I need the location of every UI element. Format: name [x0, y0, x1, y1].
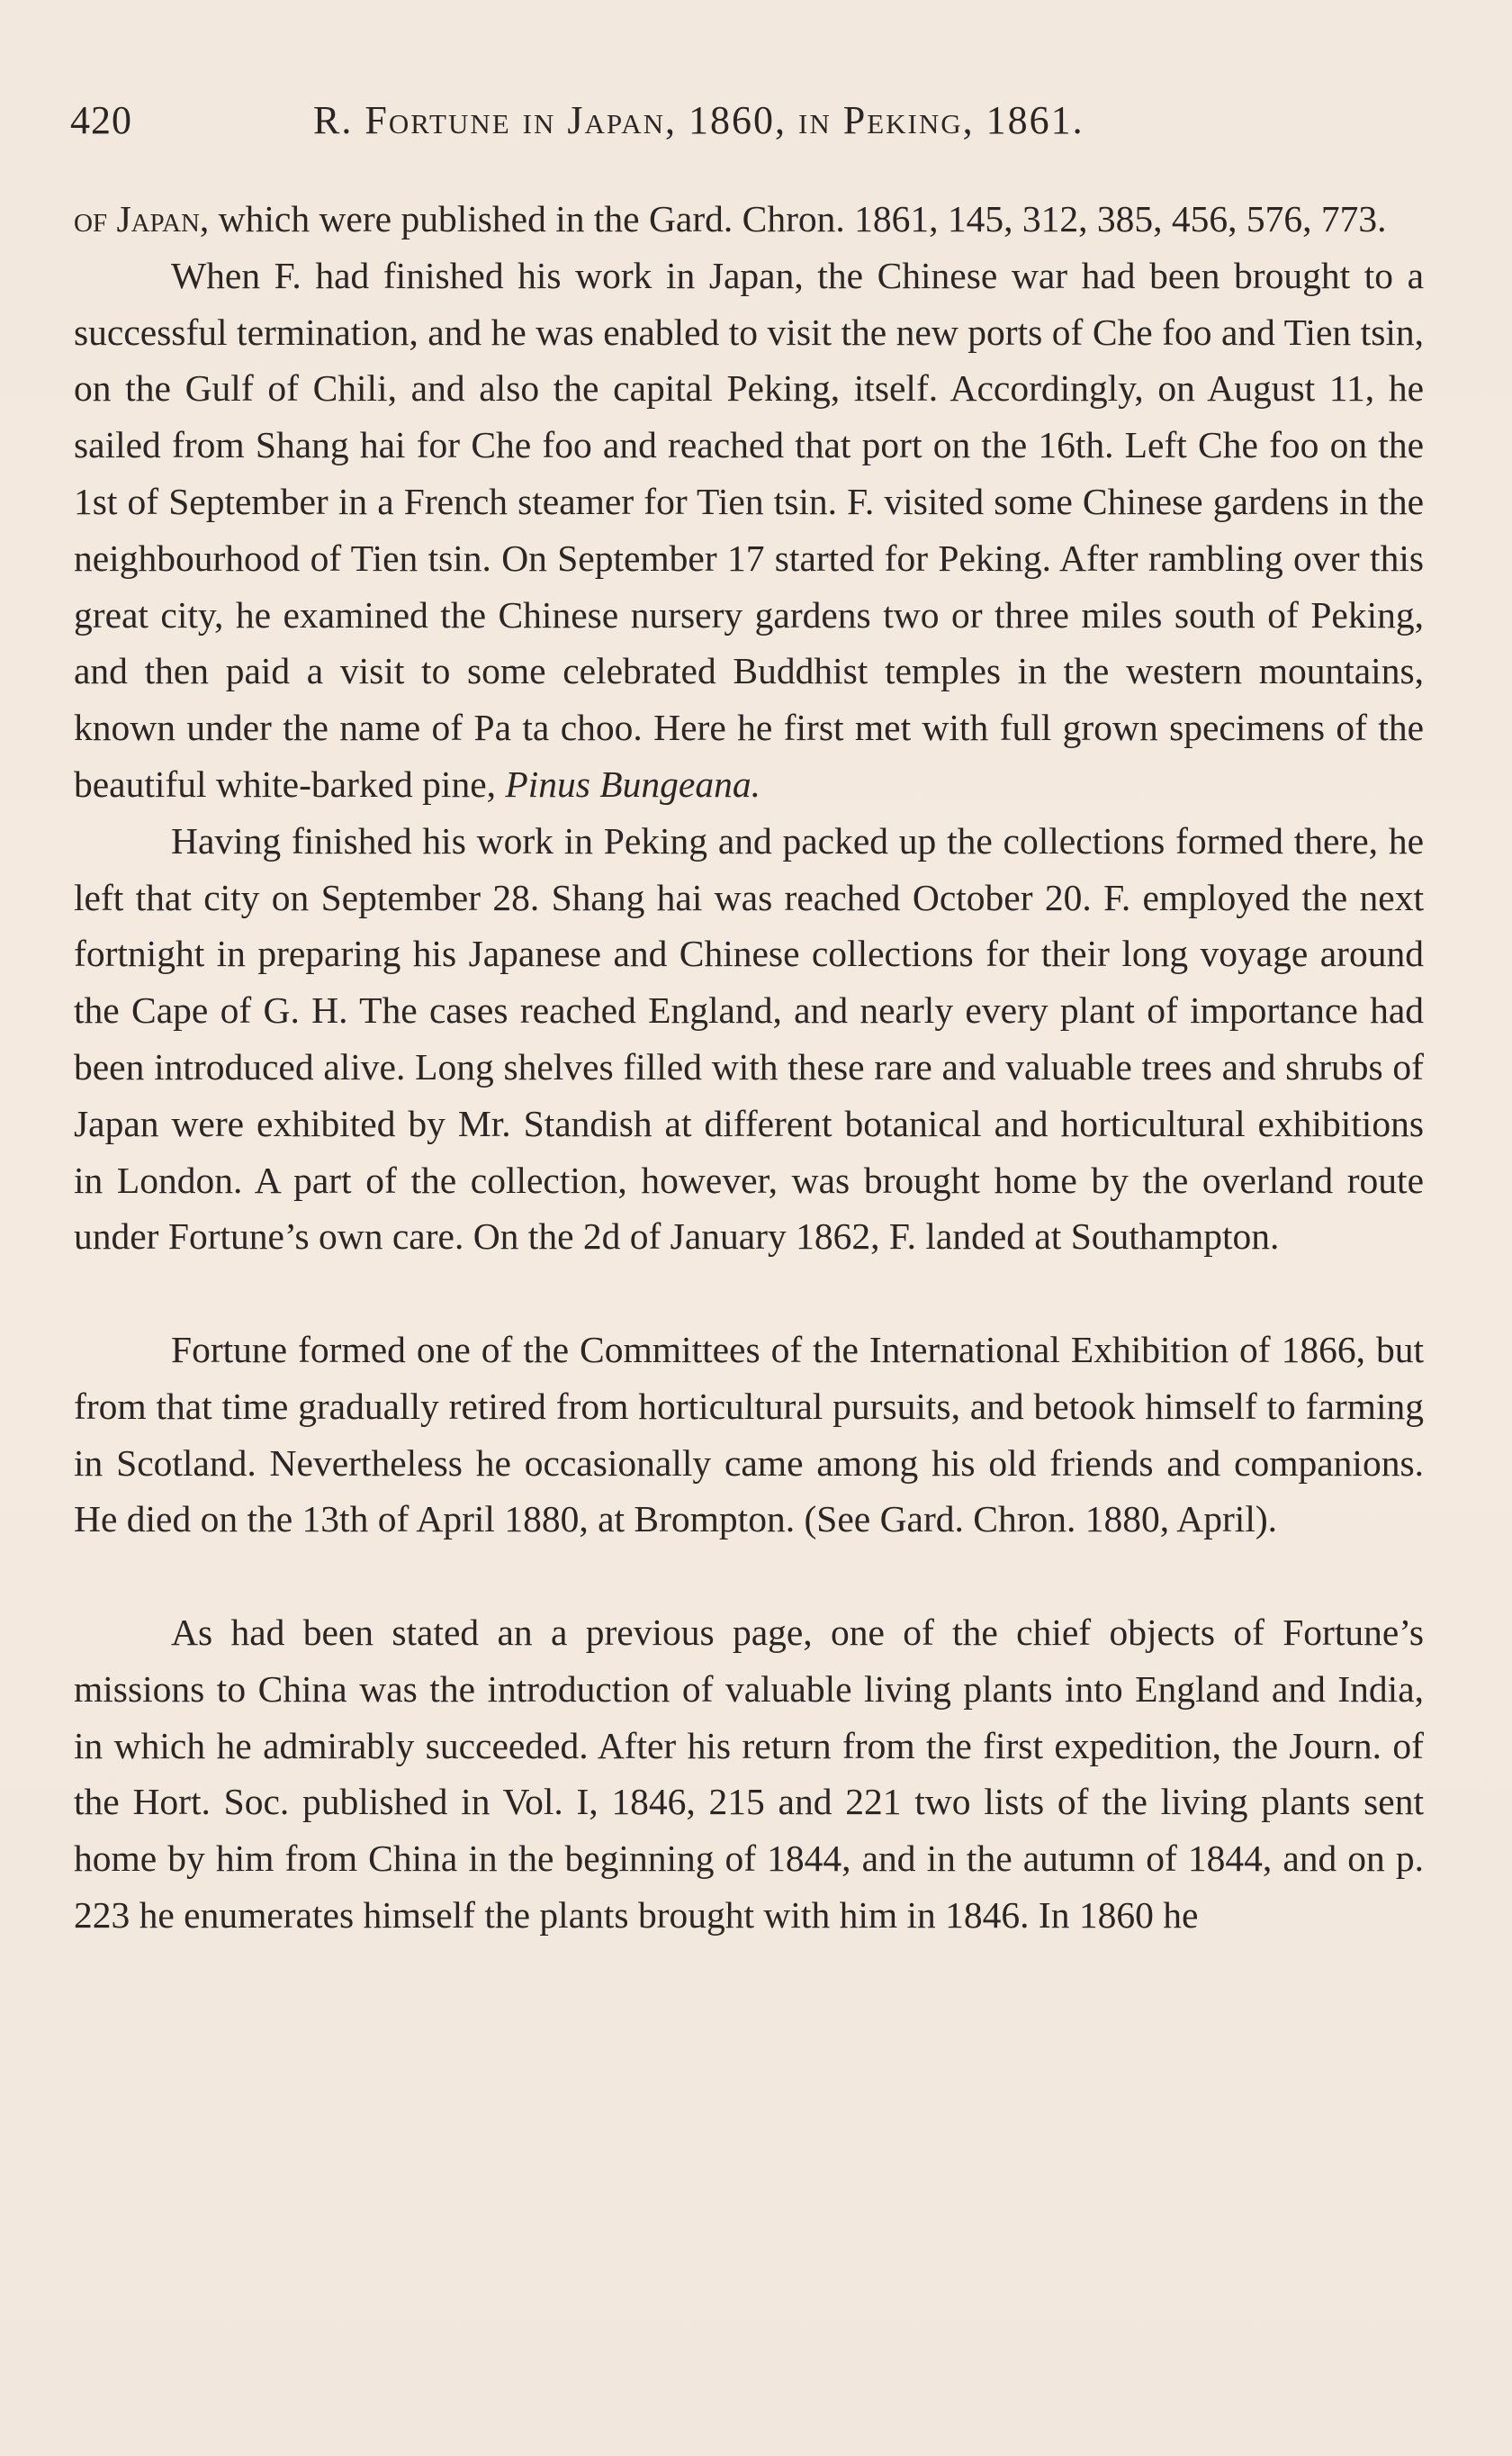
- paragraph-later-life: [74, 1322, 1424, 1548]
- paragraph-text: When F. had finished his work in Japan, the Chinese war had been brought to a successful termination, and he was enabled to visit the new ports of Che foo and Tien tsin, on the Gulf of Chili, and also the capital Peking, itself. Accordingly, on August 11, he sailed from Shang hai for Che foo and reached that port on the 16th. Left Che foo on the 1st of September in a French steamer for Tien tsin. F. visited some Chinese gardens in the neighbourhood of Tien tsin. On September 17 started for Peking. After rambling over this great city, he examined the Chinese nursery gardens two or three miles south of Peking, and then paid a visit to some celebrated Buddhist temples in the western mountains, known under the name of Pa ta choo. Here he first met with full grown specimens of the beautiful white-barked pine,: [74, 254, 1424, 805]
- paragraph-collections: [74, 813, 1424, 1265]
- paragraph-text: As had been stated an a previous page, one of the chief objects of Fortune’s missions to China was the introduction of valuable living plants into England and India, in which he admirably succeeded. After his return from the first expedition, the Journ. of the Hort. Soc. published in Vol. I, 1846, 215 and 221 two lists of the living plants sent home by him from China in the beginning of 1844, and in the autumn of 1844, and on p. 223 he enumerates himself the plants brought with him in 1846. In 1860 he: [74, 1611, 1424, 1936]
- page-header: [70, 94, 1434, 148]
- page-number: 420: [70, 98, 132, 142]
- paragraph-lead-smallcaps: of Japan,: [74, 198, 210, 239]
- running-head: R. Fortune in Japan, 1860, in Peking, 1861.: [313, 98, 1084, 142]
- paragraph-plant-introductions: [74, 1604, 1424, 1944]
- paragraph-continuation: [74, 191, 1424, 248]
- paragraph-text: Having finished his work in Peking and packed up the collections formed there, he left that city on September 28. Shang hai was reached October 20. F. employed the next fortnight in preparing his Japanese and Chinese collections for their long voyage around the Cape of G. H. The cases reached England, and nearly every plant of importance had been introduced alive. Long shelves filled with these rare and valuable trees and shrubs of Japan were exhibited by Mr. Standish at different botanical and horticultural exhibitions in London. A part of the collection, however, was brought home by the overland route under Fortune’s own care. On the 2d of January 1862, F. landed at Southampton.: [74, 819, 1424, 1258]
- species-name-italic: Pinus Bungeana.: [505, 763, 760, 805]
- page-body: [74, 191, 1424, 1944]
- paragraph-peking-journey: [74, 248, 1424, 813]
- paragraph-text: Fortune formed one of the Committees of the International Exhibition of 1866, but from that time gradually retired from horticultural pursuits, and betook himself to farming in Scotland. Nevertheless he occasionally came among his old friends and companions. He died on the 13th of April 1880, at Brompton. (See Gard. Chron. 1880, April).: [74, 1328, 1424, 1540]
- paragraph-text: which were published in the Gard. Chron. 1861, 145, 312, 385, 456, 576, 773.: [209, 198, 1387, 239]
